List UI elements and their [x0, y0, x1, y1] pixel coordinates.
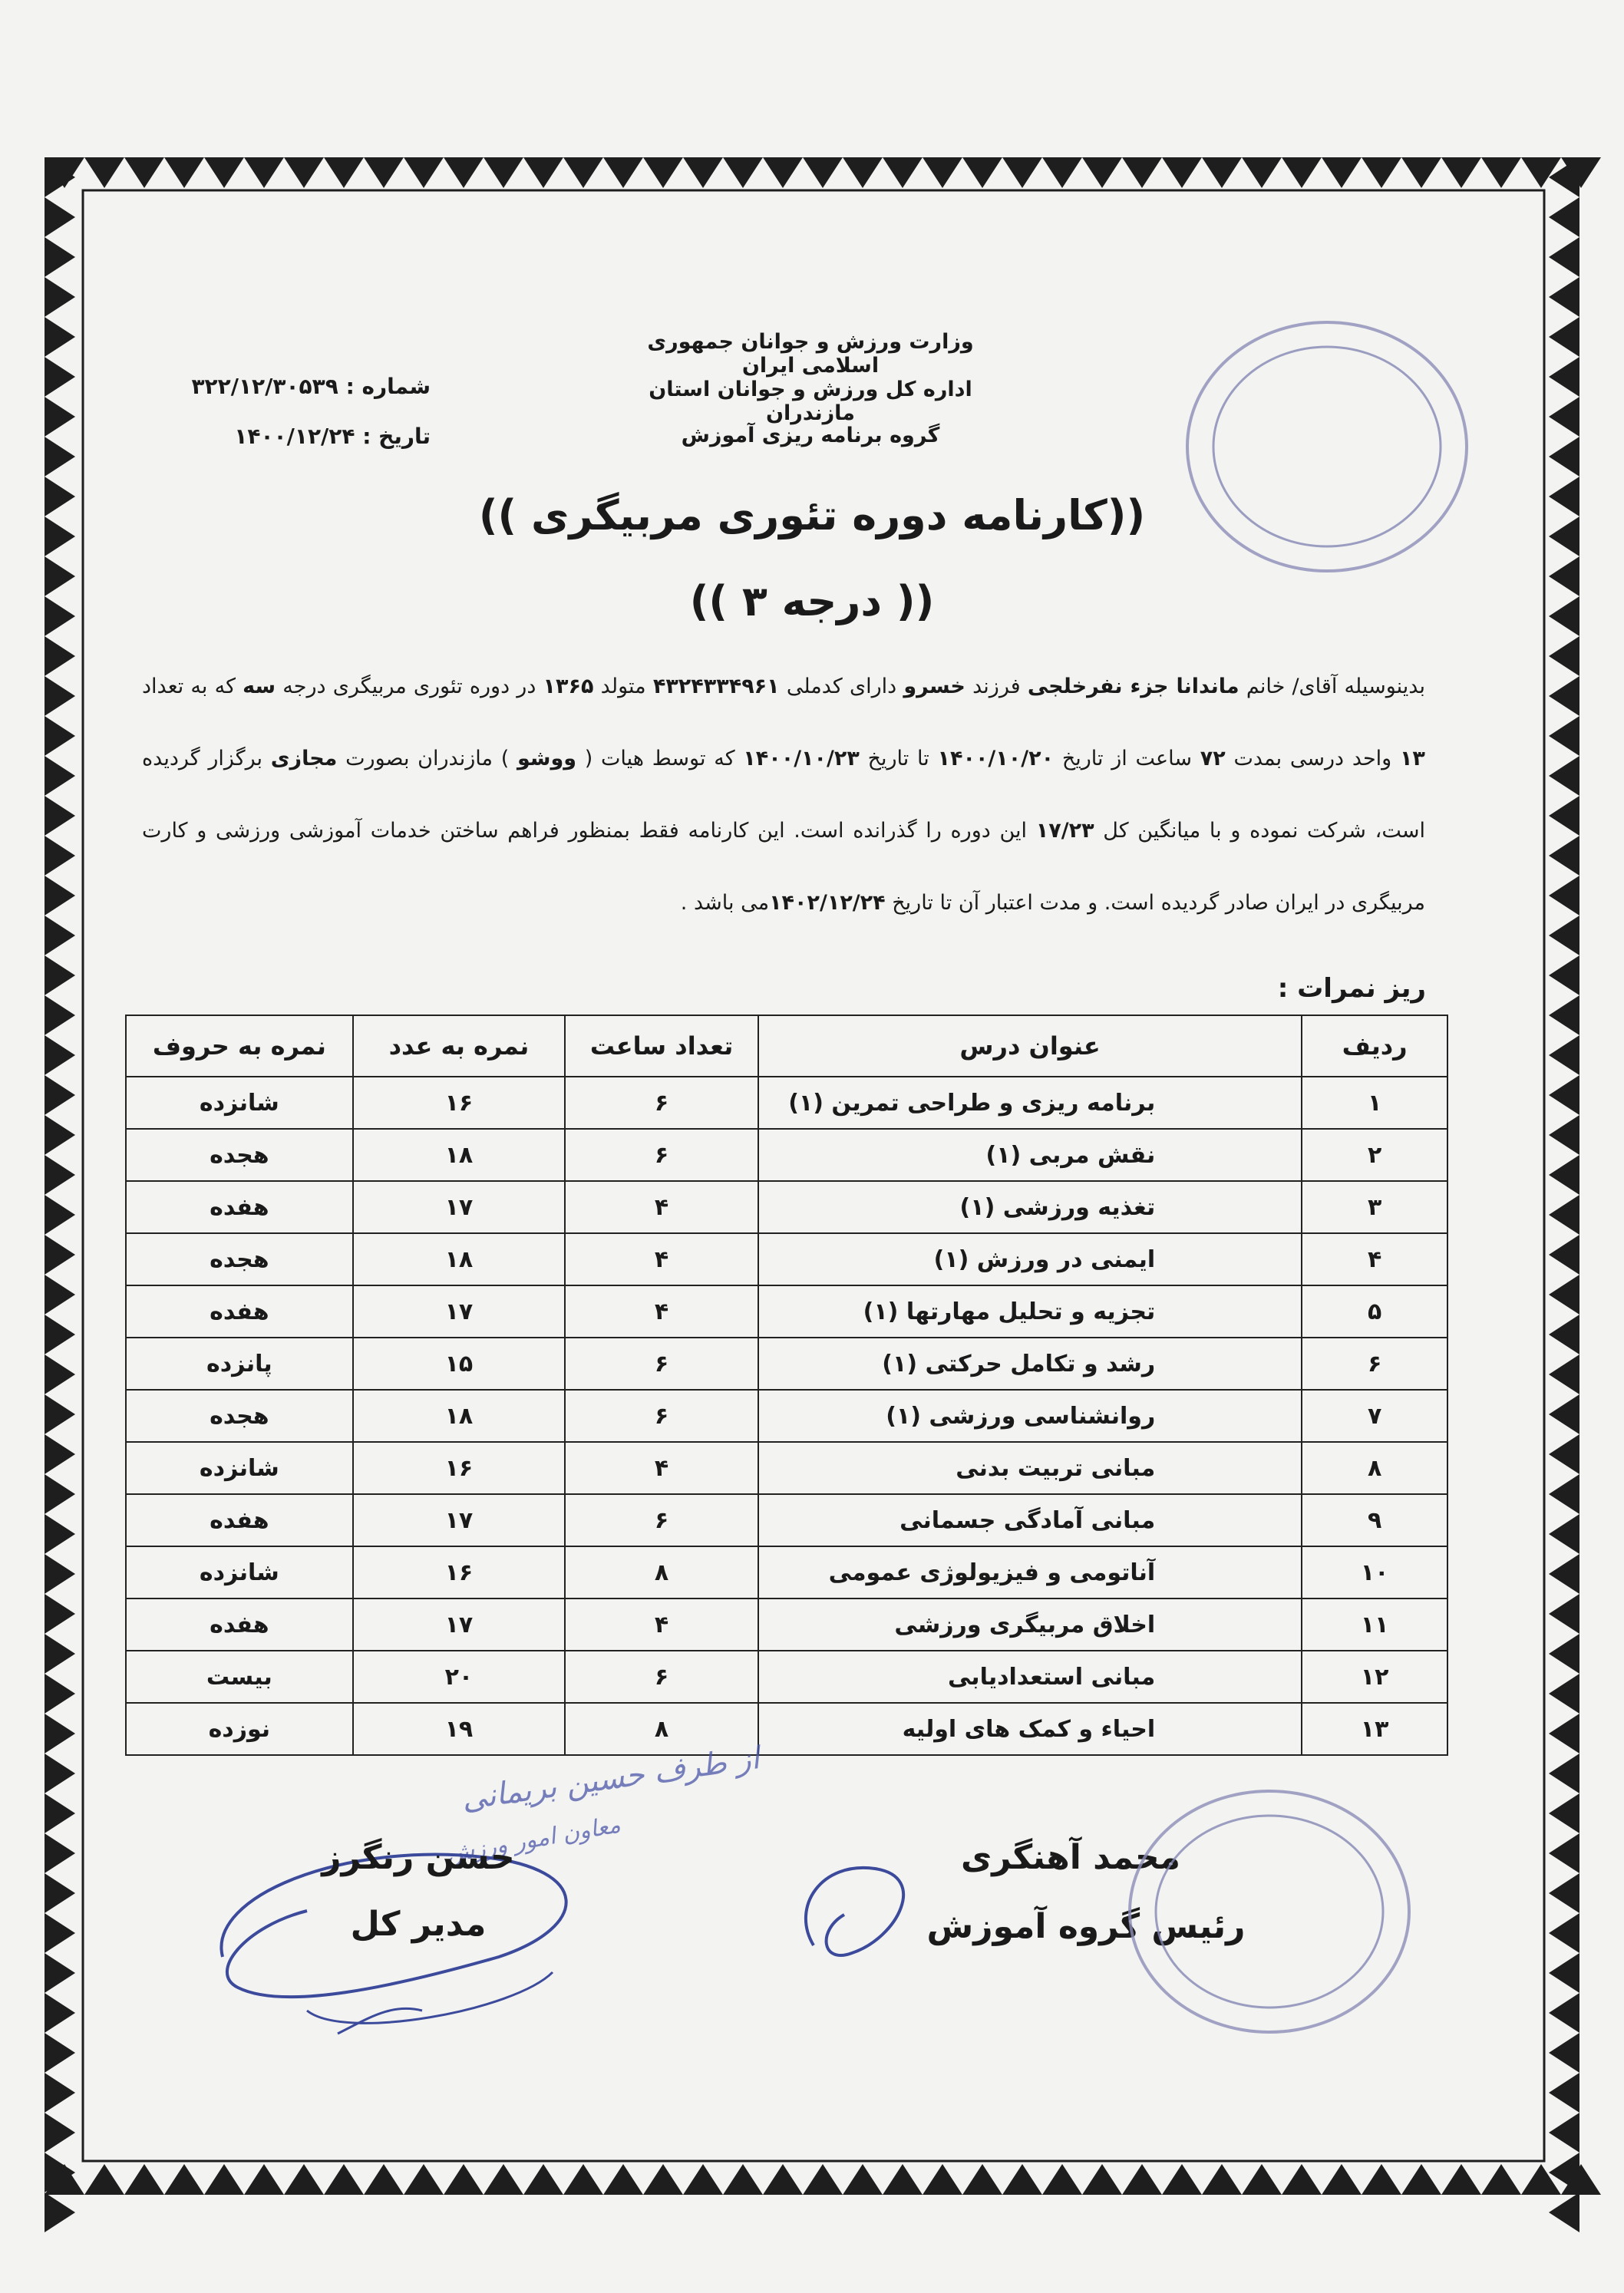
cell-grade-number: ۱۷: [353, 1181, 566, 1233]
handwritten-role: معاون امور ورزش: [444, 1811, 623, 1869]
cell-hours: ۴: [565, 1599, 758, 1651]
document-subtitle: (( درجه ۳ )): [689, 577, 935, 625]
cell-course-title: رشد و تکامل حرکتی (۱): [758, 1338, 1302, 1390]
cell-hours: ۴: [565, 1442, 758, 1494]
cell-row-number: ۱۲: [1302, 1651, 1447, 1703]
cell-hours: ۴: [565, 1285, 758, 1338]
document-title: ((کارنامه دوره تئوری مربیگری )): [478, 491, 1146, 539]
certificate-paragraph: بدینوسیله آقای/ خانم ماندانا جزء نفرخلجی فرزند خسرو دارای کدملی ۴۳۲۴۳۳۴۹۶۱ متولد ۱۳۶۵ در دوره تئوری مربیگری درجه سه که به تعداد ۱۳ واحد درسی بمدت ۷۲ ساعت از تاریخ ۱۴۰۰/۱۰/۲۰ تا تاریخ ۱۴۰۰/۱۰/۲۳ که توسط هیات ( ووشو ) مازندران بصورت مجازی برگزار گردیده است، شرکت نموده و با میانگین کل ۱۷/۲۳ این دوره را گذرانده است. این کارنامه فقط بمنظور فراهم ساختن خدمات آموزشی ورزشی و کارت مربیگری در ایران صادر گردیده است. و مدت اعتبار آن تا تاریخ ۱۴۰۲/۱۲/۲۴می باشد .: [142, 675, 1425, 915]
cell-hours: ۴: [565, 1181, 758, 1233]
header-course-title: عنوان درس: [758, 1015, 1302, 1077]
table-row: [126, 1390, 1447, 1442]
father-name: خسرو: [903, 675, 965, 698]
cell-course-title: نقش مربی (۱): [758, 1129, 1302, 1181]
cell-grade-words: هفده: [126, 1494, 353, 1546]
cell-grade-words: شانزده: [126, 1442, 353, 1494]
table-row: [126, 1599, 1447, 1651]
table-row: [126, 1129, 1447, 1181]
letter-number: [108, 374, 431, 399]
valid-until: ۱۴۰۲/۱۲/۲۴: [769, 891, 886, 915]
cell-hours: ۶: [565, 1077, 758, 1129]
cell-grade-number: ۱۹: [353, 1703, 566, 1755]
cell-hours: ۶: [565, 1651, 758, 1703]
cell-grade-number: ۱۵: [353, 1338, 566, 1390]
number-value: ۳۲۲/۱۲/۳۰۵۳۹: [191, 374, 338, 399]
cell-grade-words: شانزده: [126, 1077, 353, 1129]
cell-course-title: مبانی تربیت بدنی: [758, 1442, 1302, 1494]
date-label: تاریخ :: [362, 424, 431, 449]
table-row: [126, 1077, 1447, 1129]
number-label: شماره :: [345, 374, 431, 399]
cell-course-title: احیاء و کمک های اولیه: [758, 1703, 1302, 1755]
cell-hours: ۸: [565, 1546, 758, 1599]
course-mode: مجازی: [270, 747, 338, 770]
degree: سه: [243, 675, 276, 698]
cell-row-number: ۲: [1302, 1129, 1447, 1181]
cell-grade-words: نوزده: [126, 1703, 353, 1755]
birth-year: ۱۳۶۵: [543, 675, 594, 698]
letter-date: [108, 424, 431, 449]
student-name: ماندانا جزء نفرخلجی: [1027, 675, 1239, 698]
table-row: [126, 1338, 1447, 1390]
cell-course-title: مبانی آمادگی جسمانی: [758, 1494, 1302, 1546]
handwritten-on-behalf: از طرف حسین بریمانی: [459, 1740, 762, 1817]
table-row: [126, 1494, 1447, 1546]
cell-grade-words: پانزده: [126, 1338, 353, 1390]
cell-course-title: آناتومی و فیزیولوژی عمومی: [758, 1546, 1302, 1599]
cell-course-title: روانشناسی ورزشی (۱): [758, 1390, 1302, 1442]
cell-row-number: ۴: [1302, 1233, 1447, 1285]
director-title: مدیر کل: [350, 1905, 487, 1944]
to-date: ۱۴۰۰/۱۰/۲۳: [743, 747, 860, 770]
cell-hours: ۶: [565, 1338, 758, 1390]
cell-grade-number: ۱۶: [353, 1546, 566, 1599]
table-header-row: [126, 1015, 1447, 1077]
cell-grade-words: هفده: [126, 1599, 353, 1651]
cell-grade-number: ۱۷: [353, 1599, 566, 1651]
education-head-title: رئیس گروه آموزش: [926, 1907, 1246, 1946]
official-stamp-bottom: [1128, 1790, 1411, 2034]
cell-grade-words: بیست: [126, 1651, 353, 1703]
cell-course-title: مبانی استعدادیابی: [758, 1651, 1302, 1703]
table-row: [126, 1285, 1447, 1338]
cell-row-number: ۱۳: [1302, 1703, 1447, 1755]
cell-row-number: ۷: [1302, 1390, 1447, 1442]
table-row: [126, 1442, 1447, 1494]
cell-course-title: برنامه ریزی و طراحی تمرین (۱): [758, 1077, 1302, 1129]
header-row-number: ردیف: [1302, 1015, 1447, 1077]
cell-grade-number: ۱۸: [353, 1390, 566, 1442]
table-row: [126, 1651, 1447, 1703]
from-date: ۱۴۰۰/۱۰/۲۰: [937, 747, 1055, 770]
cell-grade-number: ۱۶: [353, 1077, 566, 1129]
national-id: ۴۳۲۴۳۳۴۹۶۱: [652, 675, 780, 698]
cell-grade-words: هجده: [126, 1129, 353, 1181]
cell-grade-words: هجده: [126, 1233, 353, 1285]
cell-row-number: ۱۱: [1302, 1599, 1447, 1651]
cell-course-title: تغذیه ورزشی (۱): [758, 1181, 1302, 1233]
hours-count: ۷۲: [1200, 747, 1226, 770]
cell-hours: ۸: [565, 1703, 758, 1755]
cell-grade-words: هفده: [126, 1285, 353, 1338]
cell-row-number: ۱: [1302, 1077, 1447, 1129]
table-row: [126, 1703, 1447, 1755]
grades-caption: ریز نمرات :: [1277, 973, 1426, 1004]
group-name: گروه برنامه ریزی آموزش: [681, 424, 940, 447]
cell-grade-number: ۱۸: [353, 1129, 566, 1181]
cell-grade-words: شانزده: [126, 1546, 353, 1599]
cell-row-number: ۳: [1302, 1181, 1447, 1233]
header-hours: تعداد ساعت: [565, 1015, 758, 1077]
average-grade: ۱۷/۲۳: [1035, 819, 1094, 843]
directorate-name: اداره کل ورزش و جوانان استان مازندران: [649, 378, 972, 425]
cell-row-number: ۶: [1302, 1338, 1447, 1390]
cell-grade-number: ۲۰: [353, 1651, 566, 1703]
table-row: [126, 1181, 1447, 1233]
cell-row-number: ۸: [1302, 1442, 1447, 1494]
cell-course-title: اخلاق مربیگری ورزشی: [758, 1599, 1302, 1651]
cell-row-number: ۵: [1302, 1285, 1447, 1338]
table-row: [126, 1233, 1447, 1285]
cell-row-number: ۱۰: [1302, 1546, 1447, 1599]
header-grade-number: نمره به عدد: [353, 1015, 566, 1077]
cell-hours: ۶: [565, 1390, 758, 1442]
table-row: [126, 1546, 1447, 1599]
cell-hours: ۴: [565, 1233, 758, 1285]
header-grade-words: نمره به حروف: [126, 1015, 353, 1077]
cell-grade-number: ۱۶: [353, 1442, 566, 1494]
sport-name: ووشو: [517, 747, 577, 770]
cell-grade-number: ۱۷: [353, 1494, 566, 1546]
cell-grade-words: هجده: [126, 1390, 353, 1442]
cell-hours: ۶: [565, 1129, 758, 1181]
units-count: ۱۳: [1399, 747, 1425, 770]
date-value: ۱۴۰۰/۱۲/۲۴: [234, 424, 355, 449]
cell-row-number: ۹: [1302, 1494, 1447, 1546]
ministry-name: وزارت ورزش و جوانان جمهوری اسلامی ایران: [647, 330, 974, 378]
cell-grade-number: ۱۸: [353, 1233, 566, 1285]
cell-course-title: تجزیه و تحلیل مهارتها (۱): [758, 1285, 1302, 1338]
cell-hours: ۶: [565, 1494, 758, 1546]
cell-grade-number: ۱۷: [353, 1285, 566, 1338]
grades-table: [125, 1015, 1448, 1756]
director-name: حسن رنگرز: [322, 1838, 515, 1877]
cell-course-title: ایمنی در ورزش (۱): [758, 1233, 1302, 1285]
cell-grade-words: هفده: [126, 1181, 353, 1233]
stamp-ring: [1131, 1793, 1408, 2031]
education-head-name: محمد آهنگری: [960, 1838, 1181, 1877]
